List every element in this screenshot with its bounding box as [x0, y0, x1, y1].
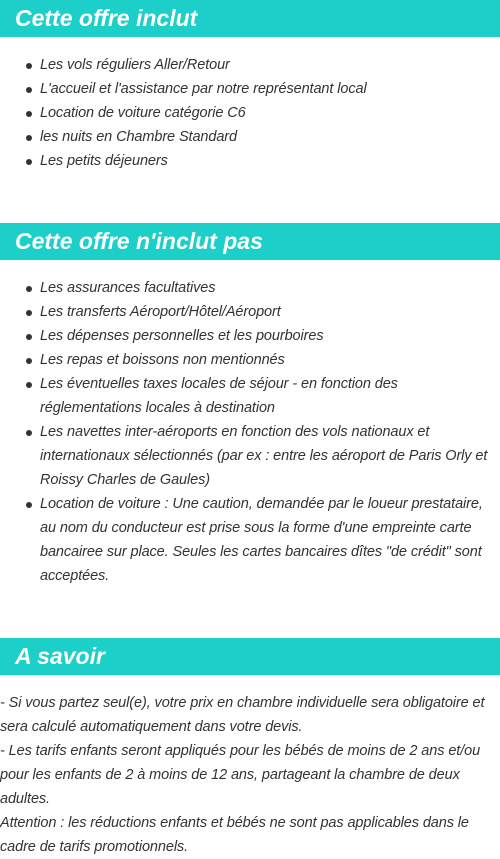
- bullet-icon: [26, 310, 32, 316]
- bullet-icon: [26, 382, 32, 388]
- bullet-icon: [26, 334, 32, 340]
- list-item-text: Les assurances facultatives: [40, 280, 216, 296]
- not-included-list: [0, 276, 500, 588]
- bullet-icon: [26, 135, 32, 141]
- bullet-icon: [26, 63, 32, 69]
- list-item: [0, 125, 500, 149]
- list-item: [0, 101, 500, 125]
- included-section-title: Cette offre inclut: [0, 0, 500, 37]
- info-paragraph: Attention : les réductions enfants et bébés ne sont pas applicables dans le cadre de tarifs promotionnels.: [0, 815, 469, 855]
- list-item: [0, 420, 500, 492]
- list-item: [0, 300, 500, 324]
- list-item-text: Les dépenses personnelles et les pourboires: [40, 328, 324, 344]
- list-item: [0, 276, 500, 300]
- info-paragraph: - Les tarifs enfants seront appliqués pour les bébés de moins de 2 ans et/ou pour les enfants de 2 à moins de 12 ans, partageant la chambre de deux adultes.: [0, 743, 481, 807]
- to-know-content: [0, 691, 500, 859]
- bullet-icon: [26, 430, 32, 436]
- list-item: [0, 149, 500, 173]
- list-item: [0, 324, 500, 348]
- not-included-section-title: Cette offre n'inclut pas: [0, 223, 500, 260]
- list-item-text: Les navettes inter-aéroports en fonction des vols nationaux et internationaux sélectionnés (par ex : entre les aéroport de Paris Orly et Roissy Charles de Gaules): [40, 424, 488, 488]
- list-item: [0, 348, 500, 372]
- bullet-icon: [26, 358, 32, 364]
- list-item: [0, 53, 500, 77]
- info-paragraph: - Si vous partez seul(e), votre prix en chambre individuelle sera obligatoire et sera calculé automatiquement dans votre devis.: [0, 695, 485, 735]
- list-item-text: Location de voiture : Une caution, demandée par le loueur prestataire, au nom du conducteur est prise sous la forme d'une empreinte carte bancairee sur place. Seules les cartes bancaires dîtes "de crédit" sont acceptées.: [40, 496, 483, 584]
- included-list: [0, 53, 500, 173]
- list-item-text: Les petits déjeuners: [40, 153, 168, 169]
- list-item-text: Location de voiture catégorie C6: [40, 105, 246, 121]
- bullet-icon: [26, 502, 32, 508]
- list-item: [0, 372, 500, 420]
- bullet-icon: [26, 111, 32, 117]
- list-item: [0, 492, 500, 588]
- list-item-text: L'accueil et l'assistance par notre représentant local: [40, 81, 367, 97]
- list-item-text: les nuits en Chambre Standard: [40, 129, 237, 145]
- bullet-icon: [26, 159, 32, 165]
- list-item-text: Les éventuelles taxes locales de séjour - en fonction des réglementations locales à destination: [40, 376, 398, 416]
- bullet-icon: [26, 87, 32, 93]
- to-know-section-title: A savoir: [0, 638, 500, 675]
- list-item-text: Les repas et boissons non mentionnés: [40, 352, 285, 368]
- list-item-text: Les transferts Aéroport/Hôtel/Aéroport: [40, 304, 281, 320]
- list-item: [0, 77, 500, 101]
- list-item-text: Les vols réguliers Aller/Retour: [40, 57, 230, 73]
- bullet-icon: [26, 286, 32, 292]
